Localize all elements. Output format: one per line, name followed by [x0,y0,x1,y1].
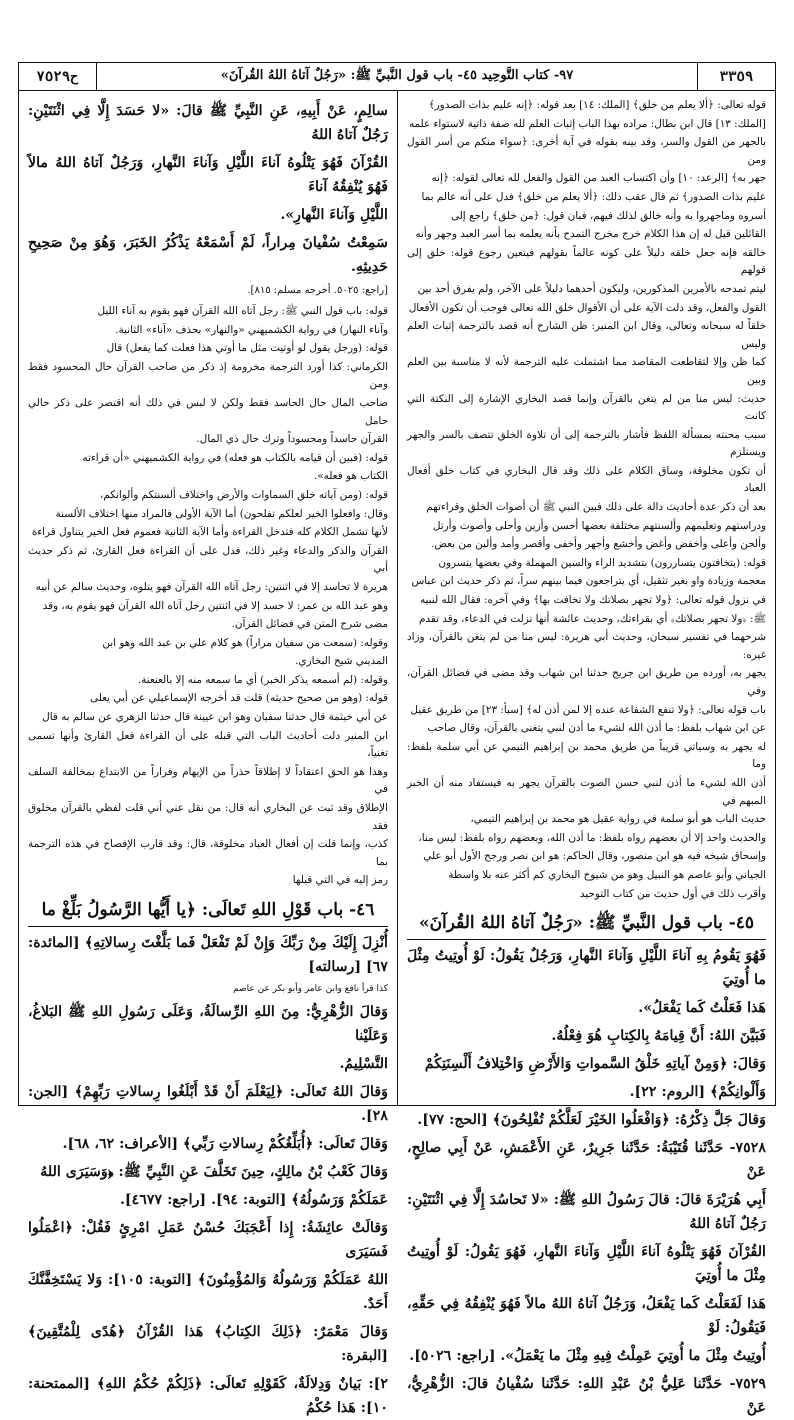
commentary-line: رمز إليه في التي قبلها [292,874,388,887]
hadith-line: اللهُ عَمَلَكُمْ وَرَسُولُهُ وَالمُؤْمِنُونَ﴾ [التوبة: ١٠٥]: وَلا يَسْتَخِفَّنَّكَ أَحَدٌ. [28,1272,388,1312]
commentary-line: وقوله: (سمعت من سفيان مراراً) هو كلام علي بن عبد الله وهو ابن [102,636,388,649]
commentary-line: حديث: ليس منا من لم يتغن بالقرآن وإنما قصد البخاري الإشارة إلى النكتة التي كانت [407,392,766,423]
hadith-line: فَبَيَّنَ اللهُ: أَنَّ قِيامَهُ بِالكِتابِ هُوَ فِعْلُهُ. [551,1028,766,1045]
commentary-line: الإطلاق وقد ثبت عن البخاري أنه قال: من نقل عني أني قلت لفظي بالقرآن مخلوق فقد [28,802,388,832]
commentary-line: كما ظن وإلا لتقاطعت المقاصد مما اشتملت عليه الترجمة لأنه لا مناسبة بين العلم وبين [407,356,766,386]
commentary-line: أسروه وماجهروا به وأنه خالق لذلك فيهم، فبان قول: ﴿من خلق﴾ راجع إلى [450,209,766,222]
commentary-line: عن أبي خيثمة قال حدثنا سفيان وهو ابن عيينة قال حدثنا الزهري عن سالم به قال [42,711,388,724]
running-header [19,63,775,91]
commentary-line: أذن الله لشيء ما أذن لنبي حسن الصوت بالقرآن يجهر به فيستفاد منه أن الخبر المبهم في [407,776,766,807]
commentary-line: قوله: باب قول النبي ﷺ: رجل آتاه الله القرآن فهو يقوم به آناء الليل [97,305,388,317]
hadith-line: التَّسْلِيمُ. [339,1056,388,1072]
hadith-reference: [راجع: ٥٠٢٥. أخرجه مسلم: ٨١٥]. [247,285,388,296]
hadith-line: وَقالَ الزُّهْرِيُّ: مِنَ اللهِ الرِّسالَةُ، وَعَلَى رَسُولِ اللهِ ﷺ البَلاغُ، وَعَلَيْنا [28,1004,388,1044]
commentary-line: وآناء النهار) في رواية الكشميهني «والنهار» بحذف «آناء» الثانية. [115,323,388,336]
commentary-line: جهر به﴾ [الرعد: ١٠] وأن اكتساب العبد من القول والفعل لله تعالى لقوله: ﴿إنه [431,172,766,185]
two-column-body [19,91,775,1417]
header-title: ٩٧- كتاب التَّوحِيد ٤٥- باب قول النَّبيِّ ﷺ: «رَجُلٌ آتاهُ اللهُ القُرآنَ» [220,68,574,83]
hadith-line: وَقالَ تَعالَى: ﴿أُبَلِّغُكُمْ رِسالاتِ رَبِّي﴾ [الأعراف: ٦٢، ٦٨]. [62,1136,388,1152]
hadith-line: وَقالَ جَلَّ ذِكْرُهُ: ﴿وَافْعَلُوا الخَيْرَ لَعَلَّكُمْ تُفْلِحُونَ﴾ [الحج: ٧٧]. [417,1112,766,1129]
commentary-line: القرآن حاسداً ومحسوداً وترك حال ذي المال. [196,433,388,446]
commentary-line: الكرماني: كذا أورد الترجمة مخرومة إذ ذكر من صاحب القرآن حال المحسود فقط ومن [28,360,388,391]
hadith-line: هَذا لَفَعَلْتُ كَما يَفْعَلُ، وَرَجُلٌ آتاهُ اللهُ مالاً فَهُوَ يُنْفِقُهُ فِي حَقِّهِ، فَيَقُولُ: لَوْ [407,1296,766,1337]
commentary-line: خلقاً له سبحانه وتعالى، وقال ابن المنير: ظن الشارح أنه قصد بالترجمة إثبات العلم وليس [407,320,766,350]
hadith-line: وَقالَ مَعْمَرٌ: ﴿ذَلِكَ الكِتابُ﴾ هَذا القُرْآنُ ﴿هُدًى لِلْمُتَّقِينَ﴾ [البقرة: [28,1324,388,1364]
hadith-line: وَقالَ اللهُ تَعالَى: ﴿لِيَعْلَمَ أَنْ قَدْ أَبْلَغُوا رِسالاتِ رَبِّهِمْ﴾ [الجن: ٢٨]. [28,1084,388,1124]
commentary-line: قوله: (ومن آياته خلق السماوات والأرض واختلاف ألسنتكم وألوانكم، [100,488,388,501]
bab-45-heading: ٤٥- باب قول النَّبيِّ ﷺ: «رَجُلٌ آتاهُ اللهُ القُرآنَ» [407,909,766,940]
left-commentary [28,303,388,890]
commentary-line: وهو عبد الله بن عمر: لا حسد إلا في اثنتين رجل آتاه الله القرآن فهو يقوم به، وقد [42,599,388,612]
commentary-line: باب قوله تعالى: ﴿ولا تنفع الشفاعة عنده إلا لمن أذن له﴾ [سبأ: ٢٣] من طريق عقيل [410,703,766,716]
page-frame [18,62,776,1417]
commentary-line: المديني شيخ البخاري. [295,655,388,668]
commentary-line: لأنها تشمل الكلام كله فتدخل القراءة وأما الآية الثانية فعموم فعل الخير يتناول قراءة [31,526,388,539]
commentary-line: وإسحاق شيخه فيه هو ابن منصور، وقال الحاكم: هو ابن نصر ورجح الأول أبو علي [423,850,766,863]
right-commentary [407,97,766,903]
commentary-line: له يجهر به وسياتي قريباً من طريق محمد بن إبراهيم التيمي عن أبي سلمة بلفظ: وما [407,740,766,771]
hadith-line: سالِمٍ، عَنْ أَبِيهِ، عَنِ النَّبِيِّ ﷺ قالَ: «لا حَسَدَ إِلَّا فِي اثْنَتَيْنِ: رَجُلٌ آتاهُ اللهُ [28,103,388,143]
commentary-line: بعد أن ذكر عدة أحاديث دالة على ذلك فبين النبي ﷺ أن أصوات الخلق وقراءتهم [426,501,766,514]
commentary-line: وقال: وافعلوا الخير لعلكم تفلحون) أما الآية الأولى فالمراد منها اختلاف الألسنة [55,507,388,520]
commentary-line: أن تكون مخلوقة، وساق الكلام على ذلك وقد قال البخاري في كتاب خلق أفعال العباد [407,464,766,495]
hadith-line: القُرْآنَ فَهُوَ يَتْلُوهُ آناءَ اللَّيْلِ وَآناءَ النَّهارِ، فَهُوَ يَقُولُ: لَوْ أُوتِيتُ مِثْلَ ما أُوتِيَ [407,1244,766,1285]
commentary-line: [الملك: ١٣] قال ابن بطال: مراده بهذا الباب إثبات العلم لله صفة ذاتية لاستواء علمه [408,117,766,130]
left-hadith-text [28,99,388,279]
commentary-line: هريرة لا تحاسد إلا في اثنتين: رجل آتاه الله القرآن فهو يتلوه، وحديث سالم عن أبيه [35,580,388,593]
left-column [19,91,397,1416]
bab-45-text [407,944,766,1420]
hadith-line: فَهُوَ يَقُومُ بِهِ آناءَ اللَّيْلِ وَآناءَ النَّهارِ، وَرَجُلٌ يَقُولُ: لَوْ أُوتِيتُ مِثْلَ ما أُوتِيَ [407,948,766,989]
commentary-line: القائلين قيل له إن هذا الكلام خرج مخرج التمدح بأنه يعلمه بما أسر العبد وجهر وأنه [415,228,766,241]
commentary-line: بالجهر من القول والسر، وقد بينه بقوله في آية أخرى: ﴿سواء منكم من أسر القول ومن [407,136,766,166]
commentary-line: عن ابن شهاب بلفظ: ما أذن الله لشيء ما أذن لنبي يتغنى بالقرآن، وقال صاحب [427,722,766,735]
hadith-line: ٢]: بَيانٌ وَدِلالَةٌ، كَقَوْلِهِ تَعالَى: ﴿ذَلِكُمْ حُكْمُ اللهِ﴾ [الممتحنة: ١٠]: هَذا حُكْمُ [28,1376,388,1416]
hadith-line: عَمَلَكُمْ وَرَسُولُهُ﴾ [التوبة: ٩٤]. [راجع: ٤٦٧٧]. [119,1192,388,1208]
hadith-line: سَمِعْتُ سُفْيانَ مِراراً، لَمْ أَسْمَعْهُ يَذْكُرُ الخَبَرَ، وَهُوَ مِنْ صَحِيحِ حَدِيثِهِ. [28,235,388,275]
commentary-line: قوله: (ورجل يقول لو أوتيت مثل ما أوتي هذا فعلت كما يفعل) قال [106,342,388,355]
commentary-line: ﷺ: ﴿ولا تجهر بصلاتك﴾ أي بقراءتك، وحديث عائشة أنها نزلت في الدعاء، وقد تقدم [418,612,766,625]
hadith-line: اللَّيْلِ وَآناءَ النَّهارِ». [280,207,388,223]
page-number: ٣٣٥٩ [697,63,775,90]
hadith-line: أُوتِيتُ مِثْلَ ما أُوتِيَ عَمِلْتُ فِيهِ مِثْلَ ما يَعْمَلُ». [راجع: ٥٠٢٦]. [409,1348,766,1365]
commentary-line: الجياني وأبو عاصم هو النبيل وهو من شيوخ البخاري كم أكثر عنه بلا واسطة [448,868,766,881]
hadith-line: وَأَلْوانِكُمْ﴾ [الروم: ٢٢]. [629,1084,766,1101]
bab-46-text [28,931,388,979]
commentary-line: والحديث واحد إلا أن بعضهم رواه بلفظ: ما أذن الله، وبعضهم رواه بلفظ: ليس منا، [418,831,766,844]
commentary-line: يجهر به، أورده من طريق ابن جريج حدثنا ابن شهاب وقد مضى في فضائل القرآن، وفي [407,667,766,697]
commentary-line: في نزول قوله تعالى: ﴿ولا تجهر بصلاتك ولا تخافت بها﴾ وفي آخره: فقال الله لنبيه [419,594,766,607]
commentary-line: القول والفعل، وقد دلت الآية على أن الأقوال خلق الله تعالى فوجب أن تكون الأفعال [408,301,766,314]
hadith-line: أَبِي هُرَيْرَةَ قالَ: قالَ رَسُولُ اللهِ ﷺ: «لا تَحاسُدَ إِلَّا فِي اثْنَتَيْنِ: رَجُلٌ آتاهُ اللهُ [407,1192,766,1233]
commentary-line: وهذا هو الحق اعتقاداً لا إطلاقاً حذراً من الإيهام وفراراً من الابتداع بمخالفة السلف في [28,765,388,796]
commentary-line: شرحهما في تفسير سبحان، وحديث أبي هريرة: ليس منا من لم يتغن بالقرآن، وزاد غيره: [407,631,766,661]
commentary-line: خالقه فإنه جعل خلقه دليلاً على كونه عالماً بقولهم فيتعين رجوع قوله: خلق إلى قولهم [407,246,766,277]
qiraat-note: كذا قرأ نافع وابن عامر وأبو بكر عن عاصم [232,984,388,994]
hadith-line: ٧٥٢٨- حَدَّثَنا قُتَيْبَةُ: حَدَّثَنا جَرِيرٌ، عَنِ الأَعْمَشِ، عَنْ أَبِي صالِحٍ، عَنْ [407,1140,766,1181]
hadith-line: وَقالَ: ﴿وَمِنْ آياتِهِ خَلْقُ السَّمواتِ وَالأَرْضِ وَاخْتِلافُ أَلْسِنَتِكُمْ [424,1056,766,1073]
commentary-line: سبب محنته بمسألة اللفظ فأشار بالترجمة إلى أن تلاوة الخلق تتصف بالسر والجهر ويستلزم [407,428,766,459]
commentary-line: وأقرب ذلك في أول حديث من كتاب التوحيد [579,887,766,900]
commentary-line: قوله: (وهو من صحيح حديثه) قلت قد أخرجه الإسماعيلي عن أبي يعلى [90,692,388,705]
hadith-line: وَقالَ كَعْبُ بْنُ مالِكٍ، حِينَ تَخَلَّفَ عَنِ النَّبِيِّ ﷺ: ﴿وَسَيَرَى اللهُ [40,1164,388,1180]
hadith-line: ٧٥٢٩- حَدَّثَنا عَلِيُّ بْنُ عَبْدِ اللهِ: حَدَّثَنا سُفْيانُ قالَ: الزُّهْرِيُّ، عَنْ [407,1376,766,1417]
commentary-line: قوله: (فبين أن قيامه بالكتاب هو فعله) في رواية الكشميهني «أن قراءته [82,451,388,464]
commentary-line: مضى شرح المتن في فضائل القرآن. [231,618,388,631]
commentary-line: صاحب المال حال الحاسد فقط ولكن لا لبس في ذلك أنه اقتصر على ذكر حالي حامل [28,396,388,427]
commentary-line: قوله تعالى: ﴿ألا يعلم من خلق﴾ [الملك: ١٤] بعد قوله: ﴿إنه عليم بذات الصدور﴾ [428,99,766,111]
commentary-line: عليم بذات الصدور﴾ ثم قال عقب ذلك: ﴿ألا يعلم من خلق﴾ فدل على أنه عالم بما [421,190,766,203]
commentary-line: ودراستهم وتعليمهم وألسنتهم مختلفة بعضها أحسن وأزين وأحلى وأصوت وأرتل [432,519,766,532]
commentary-line: حديث الباب هو أبو سلمة في رواية عقيل هو محمد بن إبراهيم التيمي، [470,813,766,826]
bab-46-heading: ٤٦- باب قَوْلِ اللهِ تَعالَى: ﴿يا أَيُّها الرَّسُولُ بَلِّغْ ما [28,896,388,927]
commentary-line: معجمة وزيادة واو بغير تثقيل، أي يتراجعون فيما بينهم سراً، ثم ذكر حديث ابن عباس [411,575,766,588]
right-column [397,91,775,1417]
hadith-range: ح٧٥٢٩ [19,63,97,90]
bab-46-continuation [28,1000,388,1420]
hadith-line: هَذا فَعَلْتُ كَما يَفْعَلُ». [638,1000,766,1017]
commentary-line: قوله: (يتخافتون يتساررون) بتشديد الراء والسين المهملة وفي بعضها يتسرون [438,556,766,569]
commentary-line: القرآن والذكر والدعاء وغير ذلك، فدل على أن القراءة فعل القارئ، ثم ذكر حديث أبي [28,544,388,575]
commentary-line: الكتاب هو فعله». [314,470,388,483]
commentary-line: ابن المنير دلت أحاديث الباب التي قبله على أن القراءة فعل القارئ وأنها تسمى تغنياً، [28,729,388,760]
commentary-line: ليتم تمدحه بالأمرين المذكورين، وليكون أحدهما دليلاً على الآخر، ولم يفرق أحد بين [417,282,766,295]
commentary-line: وقوله: (لم أسمعه يذكر الخبر) أي ما سمعه منه إلا بالعنعنة. [137,673,388,686]
hadith-line: أُنْزِلَ إِلَيْكَ مِنْ رَبِّكَ وَإِنْ لَمْ تَفْعَلْ فَما بَلَّغْتَ رِسالاتِهِ﴾ [المائدة: ٦٧] [رسالته] [28,935,388,975]
hadith-line: وَقالَتْ عائِشَةُ: إِذا أَعْجَبَكَ حُسْنُ عَمَلِ امْرِئٍ فَقُلْ: ﴿اعْمَلُوا فَسَيَرَى [28,1220,388,1260]
hadith-line: القُرْآنَ فَهُوَ يَتْلُوهُ آناءَ اللَّيْلِ وَآناءَ النَّهارِ، وَرَجُلٌ آتاهُ اللهُ مالاً فَهُوَ يُنْفِقُهُ آناءَ [28,155,388,195]
commentary-line: كذب، وإنما قلت إن أفعال العباد مخلوقة، قال: وقد قارب الإفصاح في هذه الترجمة بما [28,838,388,868]
commentary-line: وألحن وأعلى وأخفض وأغض وأخشع وأجهر وأخفى وأقصر وأمد وألين من بعض. [431,538,766,551]
